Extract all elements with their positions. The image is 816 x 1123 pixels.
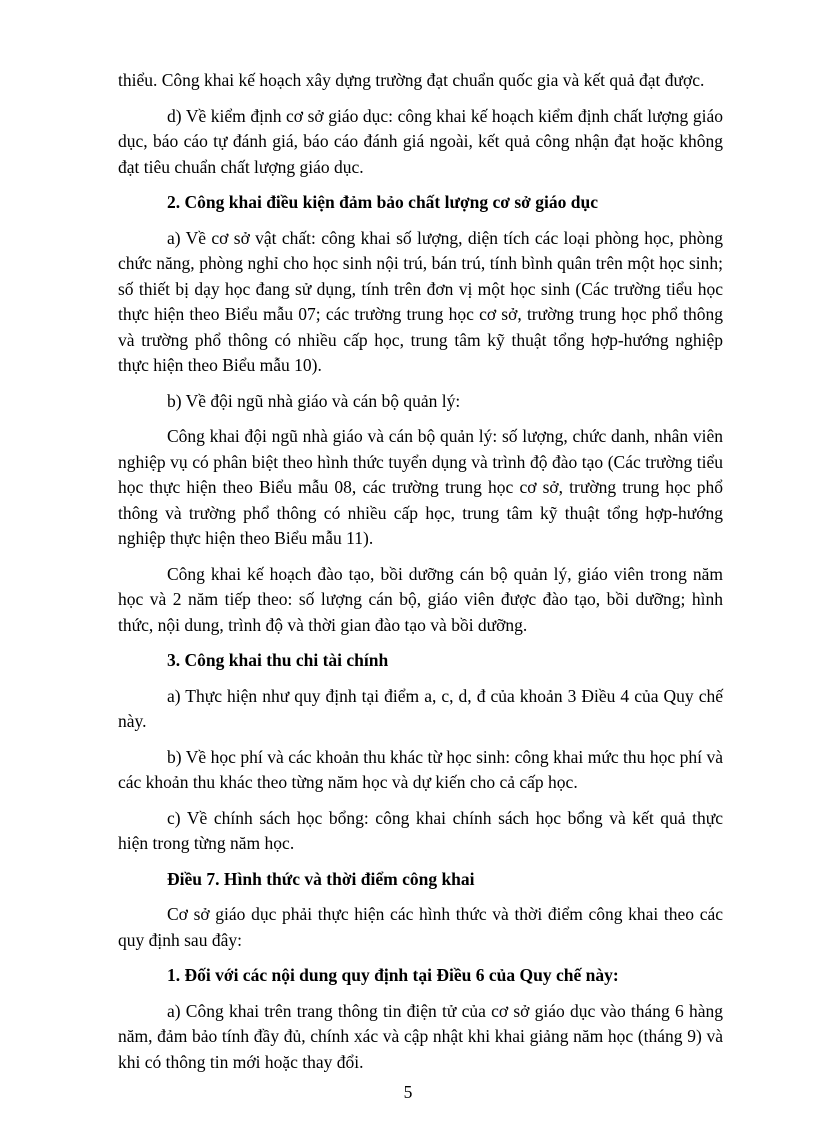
heading-article-7: Điều 7. Hình thức và thời điểm công khai: [167, 868, 475, 889]
paragraph-item-a-finance: a) Thực hiện như quy định tại điểm a, c, d, đ của khoản 3 Điều 4 của Quy chế này.: [118, 685, 723, 731]
heading-section-2: 2. Công khai điều kiện đảm bảo chất lượng cơ sở giáo dục: [167, 192, 598, 212]
paragraph-continuation: thiểu. Công khai kế hoạch xây dựng trường đạt chuẩn quốc gia và kết quả đạt được.: [118, 70, 705, 90]
paragraph-article-7-intro: Cơ sở giáo dục phải thực hiện các hình thức và thời điểm công khai theo các quy định sau đây:: [118, 904, 723, 950]
paragraph-item-a-website: a) Công khai trên trang thông tin điện tử của cơ sở giáo dục vào tháng 6 hàng năm, đảm bảo tính đầy đủ, chính xác và cập nhật khi khai giảng năm học (tháng 9) và khi có thông tin mới hoặc thay đổi.: [118, 1000, 723, 1072]
paragraph-training-plan: Công khai kế hoạch đào tạo, bồi dưỡng cán bộ quản lý, giáo viên trong năm học và 2 năm tiếp theo: số lượng cán bộ, giáo viên được đào tạo, bồi dưỡng; hình thức, nội dung, trình độ và thời gian đào tạo và bồi dưỡng.: [118, 563, 723, 635]
page-number: 5: [403, 1082, 413, 1102]
heading-clause-1: 1. Đối với các nội dung quy định tại Điều 6 của Quy chế này:: [167, 965, 619, 985]
page-body: [118, 68, 723, 1085]
paragraph-item-a-facilities: a) Về cơ sở vật chất: công khai số lượng, diện tích các loại phòng học, phòng chức năng, phòng nghỉ cho học sinh nội trú, bán trú, tính bình quân trên một học sinh; số thiết bị dạy học đang sử dụng, tính trên đơn vị một học sinh (Các trường tiểu học thực hiện theo Biểu mẫu 07; các trường trung học cơ sở, trường trung học phổ thông và trường phổ thông có nhiều cấp học, trung tâm kỹ thuật tổng hợp-hướng nghiệp thực hiện theo Biểu mẫu 10).: [118, 227, 723, 375]
paragraph-item-d-accreditation: d) Về kiểm định cơ sở giáo dục: công khai kế hoạch kiểm định chất lượng giáo dục, báo cáo tự đánh giá, báo cáo đánh giá ngoài, kết quả công nhận đạt hoặc không đạt tiêu chuẩn chất lượng giáo dục.: [118, 105, 723, 177]
heading-section-3: 3. Công khai thu chi tài chính: [167, 650, 389, 670]
paragraph-staff-disclosure: Công khai đội ngũ nhà giáo và cán bộ quản lý: số lượng, chức danh, nhân viên nghiệp vụ có phân biệt theo hình thức tuyển dụng và trình độ đào tạo (Các trường tiểu học thực hiện theo Biểu mẫu 08, các trường trung học cơ sở, trường trung học phổ thông và trường phổ thông có nhiều cấp học, trung tâm kỹ thuật tổng hợp-hướng nghiệp thực hiện theo Biểu mẫu 11).: [118, 426, 723, 548]
paragraph-item-c-scholarship: c) Về chính sách học bổng: công khai chính sách học bổng và kết quả thực hiện trong từng năm học.: [118, 807, 723, 853]
paragraph-item-b-staff: b) Về đội ngũ nhà giáo và cán bộ quản lý:: [167, 390, 461, 411]
paragraph-item-b-tuition: b) Về học phí và các khoản thu khác từ học sinh: công khai mức thu học phí và các khoản thu khác theo từng năm học và dự kiến cho cả cấp học.: [118, 746, 723, 792]
